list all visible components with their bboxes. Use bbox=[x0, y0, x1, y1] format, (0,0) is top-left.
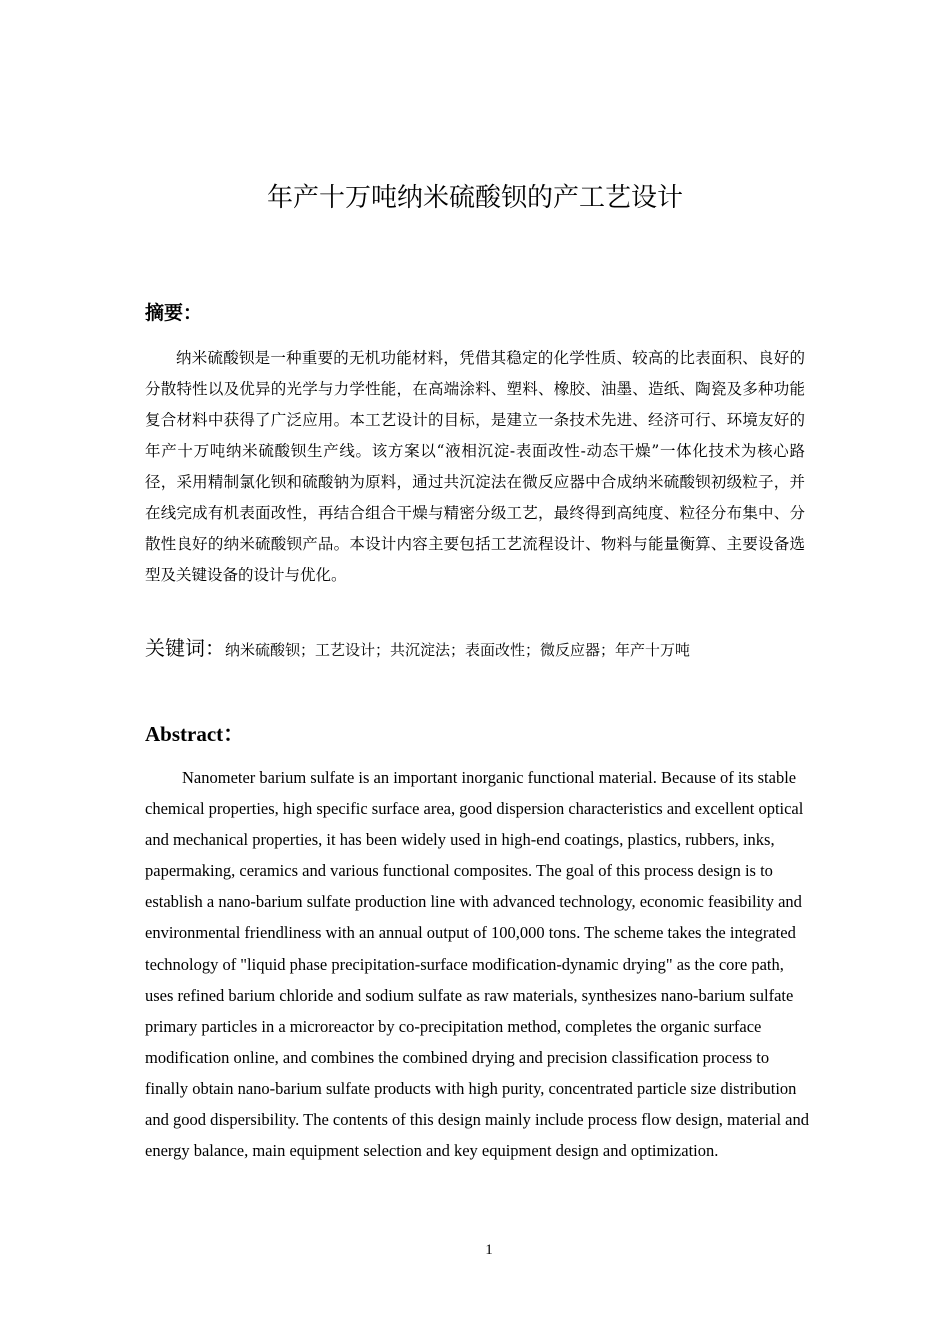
page-title: 年产十万吨纳米硫酸钡的产工艺设计 bbox=[266, 183, 683, 213]
keywords-line bbox=[145, 634, 690, 664]
keywords-label: 关键词： bbox=[145, 636, 225, 660]
chinese-abstract-paragraph: 纳米硫酸钡是一种重要的无机功能材料，凭借其稳定的化学性质、较高的比表面积、良好的分散特性以及优异的光学与力学性能，在高端涂料、塑料、橡胶、油墨、造纸、陶瓷及多种功能复合材料中获得了广泛应用。本工艺设计的目标，是建立一条技术先进、经济可行、环境友好的年产十万吨纳米硫酸钡生产线。该方案以“液相沉淀-表面改性-动态干燥”一体化技术为核心路径，采用精制氯化钡和硫酸钠为原料，通过共沉淀法在微反应器中合成纳米硫酸钡初级粒子，并在线完成有机表面改性，再结合组合干燥与精密分级工艺，最终得到高纯度、粒径分布集中、分散性良好的纳米硫酸钡产品。本设计内容主要包括工艺流程设计、物料与能量衡算、主要设备选型及关键设备的设计与优化。 bbox=[145, 349, 805, 584]
keywords-text: 纳米硫酸钡；工艺设计；共沉淀法；表面改性；微反应器；年产十万吨 bbox=[225, 641, 691, 659]
english-abstract-heading: Abstract： bbox=[145, 722, 245, 746]
page-number: 1 bbox=[485, 1242, 493, 1258]
english-abstract-paragraph: Nanometer barium sulfate is an important inorganic functional material. Because of its stable chemical properties, high specific surface area, good dispersion characteristics and excellent optical and mechanical properties, it has been widely used in high-end coatings, plastics, rubbers, inks, papermaking, ceramics and various functional composites. The goal of this process design is to establish a nano-barium sulfate production line with advanced technology, economic feasibility and environmental friendliness with an annual output of 100,000 tons. The scheme takes the integrated technology of "liquid phase precipitation-surface modification-dynamic drying" as the core path, uses refined barium chloride and sodium sulfate as raw materials, synthesizes nano-barium sulfate primary particles in a microreactor by co-precipitation method, completes the organic surface modification online, and combines the combined drying and precision classification process to finally obtain nano-barium sulfate products with high purity, concentrated particle size distribution and good dispersibility. The contents of this design mainly include process flow design, material and energy balance, main equipment selection and key equipment design and optimization. bbox=[145, 768, 809, 1161]
chinese-abstract-heading: 摘要： bbox=[145, 302, 203, 324]
